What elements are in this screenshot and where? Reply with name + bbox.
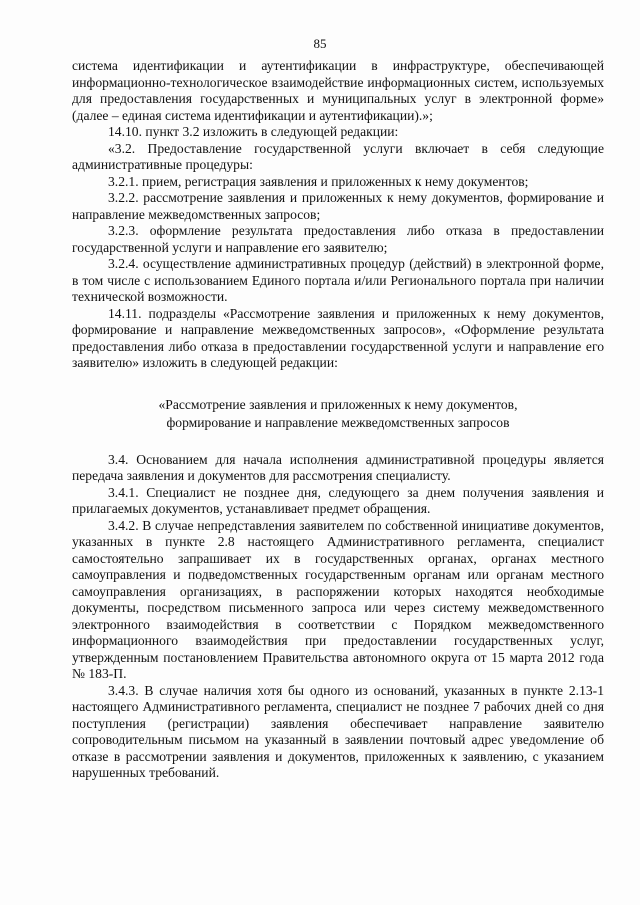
- paragraph: 3.2.3. оформление результата предоставления либо отказа в предоставлении государственной услуги и направление его заявителю;: [72, 223, 604, 255]
- paragraph: 3.4.3. В случае наличия хотя бы одного из оснований, указанных в пункте 2.13-1 настоящего Административного регламента, специалист не позднее 7 рабочих дней со дня поступления (регистрации) заявления обеспечивает направление заявителю сопроводительным письмом на указанный в заявлении почтовый адрес уведомление об отказе в рассмотрении заявления и документов, приложенных к заявлению, с указанием нарушенных требований.: [72, 682, 604, 780]
- section-title: [72, 396, 604, 432]
- page-number: 85: [313, 36, 327, 51]
- document-body: [72, 58, 604, 782]
- paragraphs-before: [72, 58, 604, 372]
- paragraph: 14.10. пункт 3.2 изложить в следующей редакции:: [108, 124, 399, 139]
- paragraph: «3.2. Предоставление государственной услуги включает в себя следующие административные процедуры:: [72, 140, 604, 172]
- paragraph: 3.2.4. осуществление административных процедур (действий) в электронной форме, в том числе с использованием Единого портала и/или Регионального портала при наличии технической возможности.: [72, 256, 604, 304]
- section-title-line-2: формирование и направление межведомственных запросов: [166, 414, 510, 430]
- paragraphs-after: [72, 452, 604, 782]
- section-title-line-1: «Рассмотрение заявления и приложенных к нему документов,: [158, 396, 518, 412]
- paragraph: система идентификации и аутентификации в инфраструктуре, обеспечивающей информационно-технологическое взаимодействие информационных систем, используемых для предоставления государственных и муниципальных услуг в электронной форме» (далее – единая система идентификации и аутентификации).»;: [72, 58, 604, 123]
- paragraph: 14.11. подразделы «Рассмотрение заявления и приложенных к нему документов, формирование и направление межведомственных запросов», «Оформление результата предоставления либо отказа в предоставлении государственной услуги и направление его заявителю» изложить в следующей редакции:: [72, 305, 604, 370]
- paragraph: 3.2.1. прием, регистрация заявления и приложенных к нему документов;: [108, 173, 529, 189]
- paragraph: 3.4. Основанием для начала исполнения административной процедуры является передача заявления и документов для рассмотрения специалисту.: [72, 451, 604, 483]
- paragraph: 3.4.1. Специалист не позднее дня, следующего за днем получения заявления и прилагаемых документов, устанавливает предмет обращения.: [72, 484, 604, 516]
- paragraph: 3.4.2. В случае непредставления заявителем по собственной инициативе документов, указанных в пункте 2.8 настоящего Административного регламента, специалист самостоятельно запрашивает их в государственных органах, органах местного самоуправления и подведомственных государственным органам или органам местного самоуправления организациях, в распоряжении которых находятся необходимые документы, посредством письменного запроса или через систему межведомственного электронного взаимодействия в соответствии с Порядком межведомственного информационного взаимодействия при предоставлении государственных услуг, утвержденным постановлением Правительства автономного округа от 15 марта 2012 года № 183-П.: [72, 517, 604, 681]
- paragraph: 3.2.2. рассмотрение заявления и приложенных к нему документов, формирование и направление межведомственных запросов;: [72, 190, 604, 222]
